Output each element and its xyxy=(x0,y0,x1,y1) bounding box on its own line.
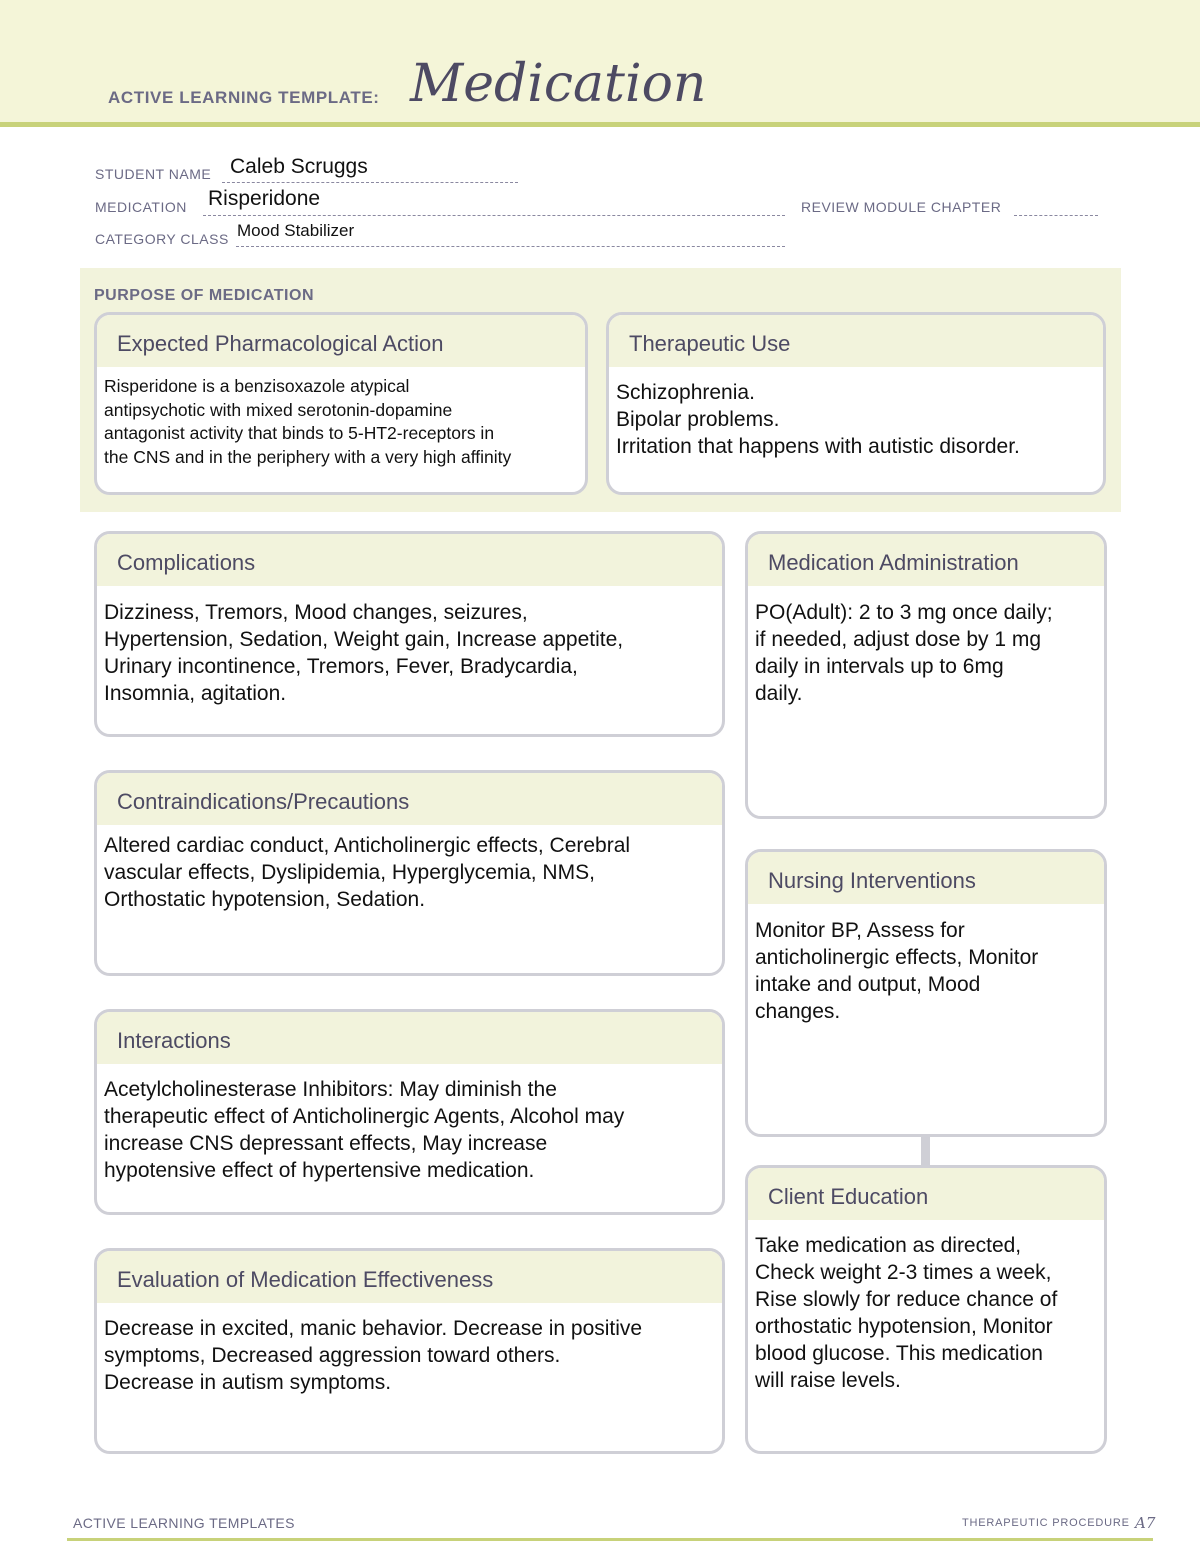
text-line: Acetylcholinesterase Inhibitors: May diminish the xyxy=(104,1078,557,1101)
expected-action-box xyxy=(94,312,588,495)
category-class-field[interactable]: Mood Stabilizer xyxy=(237,221,355,240)
text-line: will raise levels. xyxy=(755,1369,901,1392)
text-line: Take medication as directed, xyxy=(755,1234,1022,1257)
header-rule xyxy=(0,122,1200,127)
contraindications-title: Contraindications/Precautions xyxy=(97,773,722,825)
review-module-label: REVIEW MODULE CHAPTER xyxy=(801,199,1002,215)
text-line: increase CNS depressant effects, May increase xyxy=(104,1132,548,1155)
text-line: Decrease in autism symptoms. xyxy=(104,1371,392,1394)
text-line: Rise slowly for reduce chance of xyxy=(755,1288,1058,1311)
interactions-title: Interactions xyxy=(97,1012,722,1064)
student-name-label: STUDENT NAME xyxy=(95,166,212,182)
category-class-label: CATEGORY CLASS xyxy=(95,231,229,247)
contraindications-text[interactable] xyxy=(97,825,722,913)
interactions-box xyxy=(94,1009,725,1215)
text-line: intake and output, Mood xyxy=(755,973,981,996)
box-connector xyxy=(921,1136,930,1166)
administration-box xyxy=(745,531,1107,819)
text-line: PO(Adult): 2 to 3 mg once daily; xyxy=(755,601,1053,624)
page-title: Medication xyxy=(410,54,707,114)
administration-text[interactable] xyxy=(748,586,1104,707)
text-line: Orthostatic hypotension, Sedation. xyxy=(104,888,426,911)
client-education-title: Client Education xyxy=(748,1168,1104,1220)
medication-field[interactable]: Risperidone xyxy=(208,187,321,210)
therapeutic-use-title: Therapeutic Use xyxy=(609,315,1103,367)
therapeutic-use-box xyxy=(606,312,1106,495)
evaluation-text[interactable] xyxy=(97,1303,722,1396)
text-line: changes. xyxy=(755,1000,841,1023)
text-line: Hypertension, Sedation, Weight gain, Increase appetite, xyxy=(104,628,624,651)
text-line: Schizophrenia. xyxy=(616,381,755,404)
text-line: symptoms, Decreased aggression toward others. xyxy=(104,1344,561,1367)
footer-section: THERAPEUTIC PROCEDURE xyxy=(962,1517,1130,1529)
medication-line xyxy=(203,215,785,216)
medication-label: MEDICATION xyxy=(95,199,187,215)
purpose-label: PURPOSE OF MEDICATION xyxy=(94,287,314,304)
text-line: Decrease in excited, manic behavior. Decrease in positive xyxy=(104,1317,643,1340)
text-line: Check weight 2-3 times a week, xyxy=(755,1261,1052,1284)
text-line: anticholinergic effects, Monitor xyxy=(755,946,1039,969)
complications-box xyxy=(94,531,725,737)
text-line: daily. xyxy=(755,682,803,705)
text-line: Irritation that happens with autistic disorder. xyxy=(616,435,1020,458)
client-education-box xyxy=(745,1165,1107,1454)
text-line: blood glucose. This medication xyxy=(755,1342,1043,1365)
text-line: antagonist activity that binds to 5-HT2-receptors in xyxy=(104,423,495,443)
therapeutic-use-text[interactable] xyxy=(609,367,1103,460)
text-line: Urinary incontinence, Tremors, Fever, Bradycardia, xyxy=(104,655,578,678)
text-line: therapeutic effect of Anticholinergic Agents, Alcohol may xyxy=(104,1105,625,1128)
complications-title: Complications xyxy=(97,534,722,586)
contraindications-box xyxy=(94,770,725,976)
complications-text[interactable] xyxy=(97,586,722,707)
text-line: antipsychotic with mixed serotonin-dopamine xyxy=(104,399,453,420)
text-line: daily in intervals up to 6mg xyxy=(755,655,1004,678)
interactions-text[interactable] xyxy=(97,1064,722,1184)
administration-title: Medication Administration xyxy=(748,534,1104,586)
text-line: Altered cardiac conduct, Anticholinergic effects, Cerebral xyxy=(104,834,631,857)
review-module-field[interactable] xyxy=(1014,215,1098,216)
text-line: vascular effects, Dyslipidemia, Hyperglycemia, NMS, xyxy=(104,861,595,884)
text-line: hypotensive effect of hypertensive medication. xyxy=(104,1159,535,1182)
category-class-line xyxy=(236,246,785,247)
text-line: Monitor BP, Assess for xyxy=(755,919,965,942)
text-line: Bipolar problems. xyxy=(616,408,780,431)
text-line: Insomnia, agitation. xyxy=(104,682,287,705)
evaluation-title: Evaluation of Medication Effectiveness xyxy=(97,1251,722,1303)
student-name-line xyxy=(222,182,518,183)
nursing-interventions-box xyxy=(745,849,1107,1137)
student-name-field[interactable]: Caleb Scruggs xyxy=(230,155,368,178)
expected-action-title: Expected Pharmacological Action xyxy=(97,315,585,367)
expected-action-text[interactable] xyxy=(97,367,585,469)
text-line: orthostatic hypotension, Monitor xyxy=(755,1315,1053,1338)
client-education-text[interactable] xyxy=(748,1220,1104,1394)
text-line: Dizziness, Tremors, Mood changes, seizures, xyxy=(104,601,528,624)
evaluation-box xyxy=(94,1248,725,1454)
text-line: if needed, adjust dose by 1 mg xyxy=(755,628,1042,651)
nursing-interventions-text[interactable] xyxy=(748,904,1104,1025)
footer-title: ACTIVE LEARNING TEMPLATES xyxy=(73,1515,295,1531)
nursing-interventions-title: Nursing Interventions xyxy=(748,852,1104,904)
template-label: ACTIVE LEARNING TEMPLATE: xyxy=(108,88,380,107)
page-number: A7 xyxy=(1135,1514,1156,1532)
text-line: the CNS and in the periphery with a very high affinity xyxy=(104,446,512,467)
text-line: Risperidone is a benzisoxazole atypical xyxy=(104,376,410,396)
footer-rule xyxy=(67,1538,1153,1541)
